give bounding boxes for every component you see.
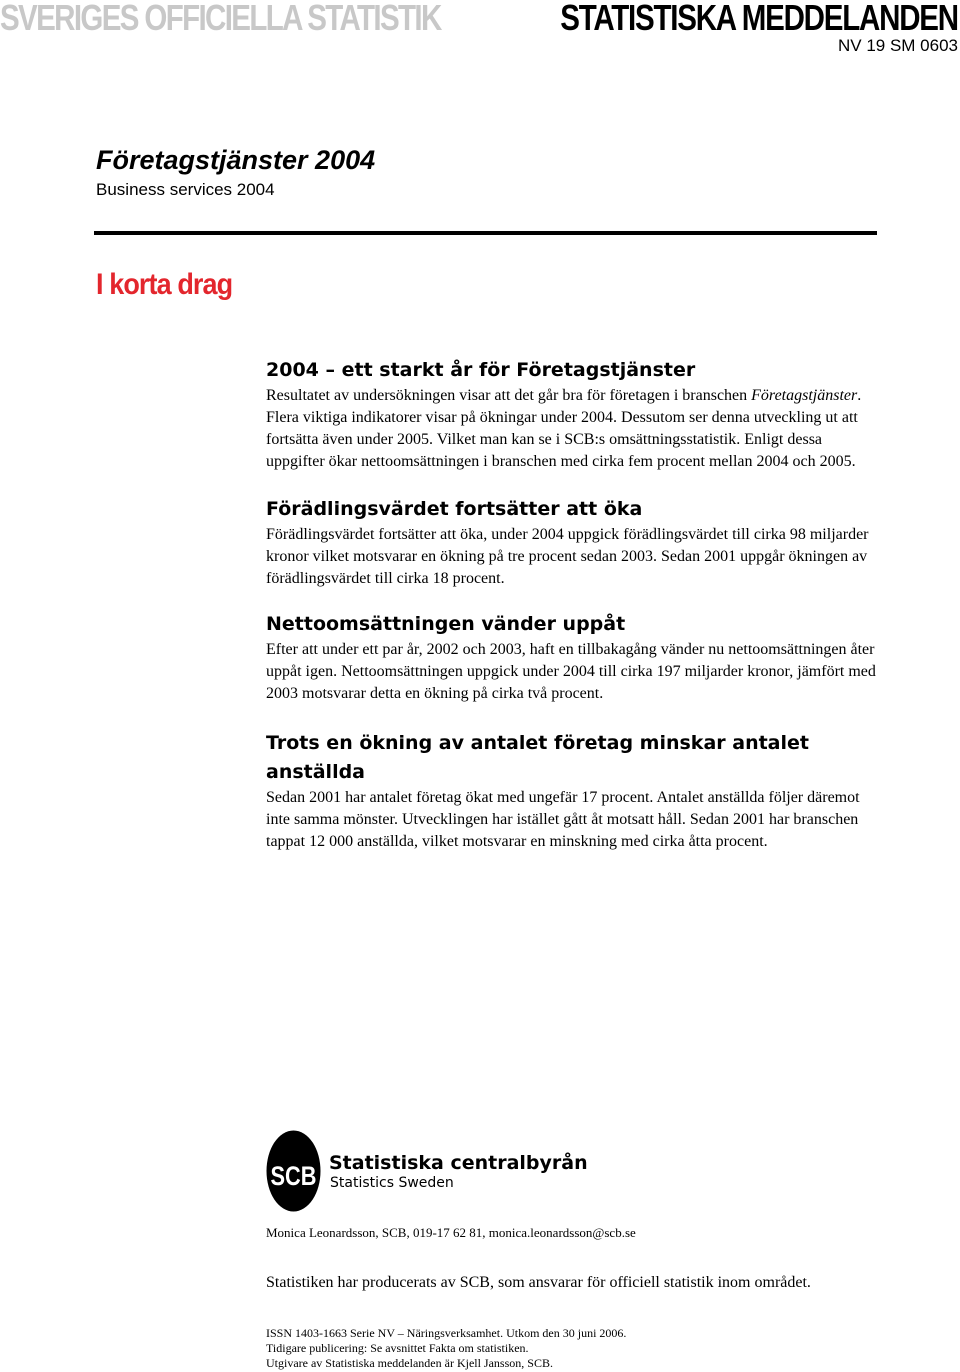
masthead [0, 0, 960, 38]
summary-heading: I korta drag [96, 268, 233, 301]
colophon [266, 1326, 626, 1371]
section-body: Förädlingsvärdet fortsätter att öka, under 2004 uppgick förädlingsvärdet till cirka 98 miljarder kronor vilket motsvarar en ökning på tre procent sedan 2003. Sedan 2001 uppgår ökningen av förädlingsvärdet till cirka 18 procent. [266, 526, 869, 587]
series-name-official-statistics: SVERIGES OFFICIELLA STATISTIK [0, 0, 441, 38]
colophon-line: Utgivare av Statistiska meddelanden är Kjell Jansson, SCB. [266, 1356, 553, 1370]
scb-logo-mark-icon [266, 1130, 321, 1212]
section-body: Efter att under ett par år, 2002 och 2003, haft en tillbakagång vänder nu nettoomsättningen åter uppåt igen. Nettoomsättningen uppgick under 2004 till cirka 197 miljarder kronor, jämfört med 2003 motsvarar detta en ökning på cirka två procent. [266, 641, 876, 702]
section-heading: Trots en ökning av antalet företag minskar antalet anställda [266, 732, 809, 783]
logo-mark-text: SCB [270, 1161, 317, 1191]
title-divider [94, 231, 877, 235]
section-body: Sedan 2001 har antalet företag ökat med ungefär 17 procent. Antalet anställda följer däremot inte samma mönster. Utvecklingen har istället gått åt motsatt håll. Sedan 2001 har branschen tappat 12 000 anställda, vilket motsvarar en minskning med cirka åtta procent. [266, 789, 860, 850]
section-heading: 2004 – ett starkt år för Företagstjänster [266, 359, 696, 381]
summary-section [266, 356, 876, 473]
section-body [266, 385, 876, 473]
producer-note: Statistiken har producerats av SCB, som ansvarar för officiell statistik inom området. [266, 1274, 811, 1291]
logo-organization-subname: Statistics Sweden [330, 1175, 454, 1191]
section-body-text: . Flera viktiga indikatorer visar på ökningar under 2004. Dessutom ser denna utveckling ut att fortsätta även under 2005. Vilket man kan se i SCB:s omsättningsstatistik. Enligt dessa uppgifter ökar nettoomsättningen i branschen med cirka fem procent mellan 2004 och 2005. [266, 387, 862, 470]
summary-content [266, 356, 876, 853]
series-name-statistical-reports: STATISTISKA MEDDELANDEN [560, 0, 958, 38]
logo-organization-name: Statistiska centralbyrån [329, 1152, 588, 1174]
summary-section [266, 610, 876, 705]
industry-name-emphasis: Företagstjänster [751, 387, 858, 404]
section-heading: Förädlingsvärdet fortsätter att öka [266, 498, 643, 520]
document-title: Företagstjänster 2004 [96, 145, 376, 175]
section-heading: Nettoomsättningen vänder uppåt [266, 613, 626, 635]
section-body-text: Resultatet av undersökningen visar att det går bra för företagen i branschen [266, 387, 752, 404]
colophon-line: ISSN 1403-1663 Serie NV – Näringsverksamhet. Utkom den 30 juni 2006. [266, 1326, 627, 1340]
document-subtitle: Business services 2004 [96, 180, 275, 199]
scb-logo [266, 1130, 606, 1212]
summary-section [266, 729, 876, 853]
colophon-line: Tidigare publicering: Se avsnittet Fakta om statistiken. [266, 1341, 529, 1355]
contact-info: Monica Leonardsson, SCB, 019-17 62 81, monica.leonardsson@scb.se [266, 1225, 636, 1240]
summary-section [266, 495, 876, 590]
series-id: NV 19 SM 0603 [837, 36, 958, 55]
